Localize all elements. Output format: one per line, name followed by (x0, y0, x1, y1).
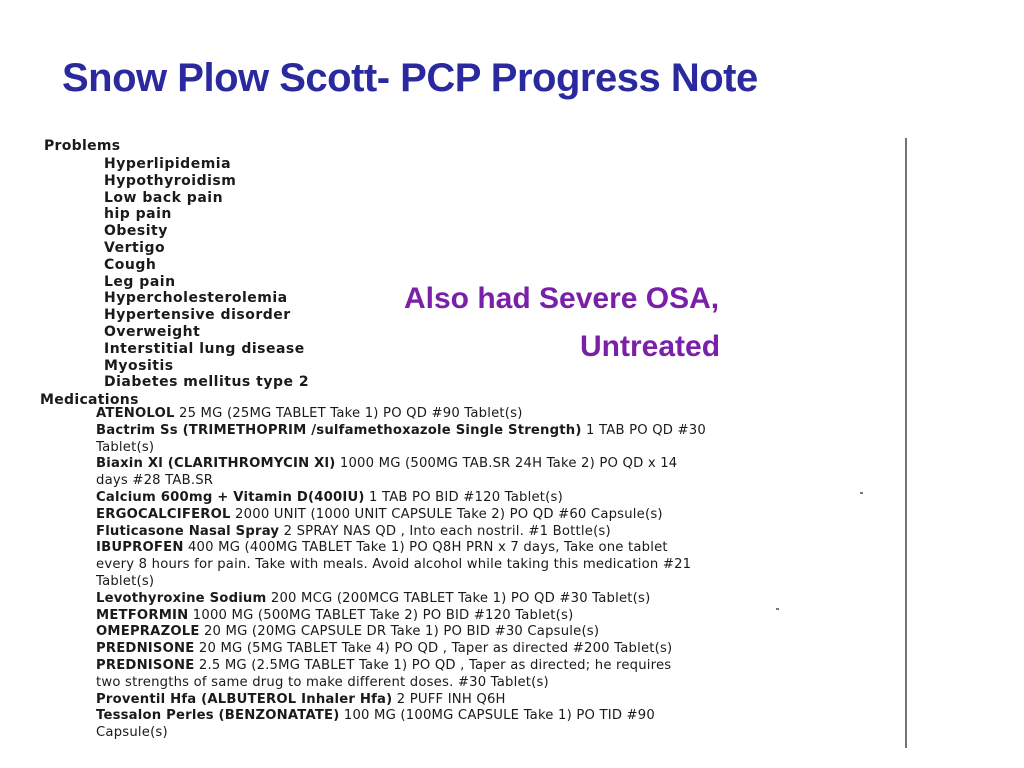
medication-line (96, 456, 904, 473)
medication-detail: 400 MG (400MG TABLET Take 1) PO Q8H PRN x 7 days, Take one tablet (183, 540, 668, 556)
medication-line (96, 423, 904, 440)
slide-title: Snow Plow Scott- PCP Progress Note (62, 56, 758, 100)
medication-name: ERGOCALCIFEROL (96, 506, 231, 522)
medication-name: Fluticasone Nasal Spray (96, 523, 280, 539)
problems-list (104, 156, 309, 391)
problem-item: Interstitial lung disease (104, 340, 305, 357)
medication-line (96, 658, 904, 675)
medication-detail: days #28 TAB.SR (96, 473, 214, 489)
medication-line (96, 708, 904, 725)
medication-line (96, 507, 904, 524)
medication-detail: Tablet(s) (96, 439, 155, 455)
medication-line (96, 557, 904, 574)
medication-detail: 1 TAB PO BID #120 Tablet(s) (364, 489, 563, 505)
problem-item: Myositis (104, 357, 174, 374)
medication-name: Calcium 600mg + Vitamin D(400IU) (96, 489, 365, 505)
medication-name: METFORMIN (96, 607, 189, 623)
medication-name: ATENOLOL (96, 406, 175, 421)
medication-detail: 2.5 MG (2.5MG TABLET Take 1) PO QD , Taper as directed; he requires (194, 657, 672, 673)
medication-detail: 1000 MG (500MG TAB.SR 24H Take 2) PO QD x 14 (335, 456, 678, 472)
osa-note-line-1: Also had Severe OSA, (404, 282, 720, 315)
problem-item: Low back pain (104, 189, 224, 206)
medication-line (96, 692, 904, 709)
medication-detail: two strengths of same drug to make different doses. #30 Tablet(s) (96, 674, 549, 690)
medication-line (96, 591, 904, 608)
medication-detail: 2000 UNIT (1000 UNIT CAPSULE Take 2) PO QD #60 Capsule(s) (230, 506, 663, 522)
medication-name: Bactrim Ss (TRIMETHOPRIM /sulfamethoxazole Single Strength) (96, 422, 582, 438)
medication-detail: 2 PUFF INH Q6H (392, 691, 506, 707)
medication-name: PREDNISONE (96, 641, 195, 657)
problem-item: Leg pain (104, 273, 176, 290)
problem-item: Hypertensive disorder (104, 307, 291, 324)
medication-line (96, 641, 904, 658)
medications-heading: Medications (40, 392, 139, 408)
medication-line (96, 524, 904, 541)
medication-detail: Tablet(s) (96, 573, 155, 589)
problem-item: hip pain (104, 206, 172, 223)
problem-item: Hyperlipidemia (104, 156, 232, 172)
problem-item: Vertigo (104, 239, 166, 256)
medication-detail: 100 MG (100MG CAPSULE Take 1) PO TID #90 (339, 708, 655, 724)
medication-detail: every 8 hours for pain. Take with meals. Avoid alcohol while taking this medication #21 (96, 557, 692, 573)
medication-detail: 200 MCG (200MCG TABLET Take 1) PO QD #30 Tablet(s) (266, 590, 651, 606)
problem-item: Hypothyroidism (104, 172, 237, 189)
medication-detail: 1 TAB PO QD #30 (581, 422, 706, 438)
problems-heading: Problems (44, 138, 121, 154)
problem-item: Hypercholesterolemia (104, 290, 288, 307)
problem-item: Obesity (104, 223, 168, 240)
scan-speck (860, 492, 863, 494)
problem-item: Diabetes mellitus type 2 (104, 374, 310, 391)
medication-name: Biaxin Xl (CLARITHROMYCIN Xl) (96, 456, 336, 472)
medication-line (96, 440, 904, 457)
medication-name: PREDNISONE (96, 657, 195, 673)
medication-name: OMEPRAZOLE (96, 624, 200, 640)
medication-name: Tessalon Perles (BENZONATATE) (96, 708, 340, 724)
medication-name: Proventil Hfa (ALBUTEROL Inhaler Hfa) (96, 691, 393, 707)
problem-item: Overweight (104, 323, 201, 340)
medication-line (96, 473, 904, 490)
medication-detail: 1000 MG (500MG TABLET Take 2) PO BID #120 Tablet(s) (188, 607, 574, 623)
scan-speck (776, 608, 779, 610)
scanned-progress-note (38, 138, 910, 750)
medications-list (96, 406, 904, 742)
medication-line (96, 406, 904, 423)
medication-name: IBUPROFEN (96, 540, 184, 556)
medication-line (96, 574, 904, 591)
medication-line (96, 490, 904, 507)
medication-detail: 20 MG (5MG TABLET Take 4) PO QD , Taper as directed #200 Tablet(s) (194, 641, 673, 657)
medication-line (96, 725, 904, 742)
medication-line (96, 675, 904, 692)
medication-line (96, 608, 904, 625)
medication-line (96, 624, 904, 641)
medication-detail: Capsule(s) (96, 725, 168, 741)
medication-line (96, 540, 904, 557)
medication-detail: 2 SPRAY NAS QD , Into each nostril. #1 Bottle(s) (279, 523, 611, 539)
problem-item: Cough (104, 256, 157, 273)
osa-note-line-2: Untreated (580, 330, 721, 363)
scan-edge-rule (905, 138, 907, 748)
medication-name: Levothyroxine Sodium (96, 590, 267, 606)
medication-detail: 25 MG (25MG TABLET Take 1) PO QD #90 Tablet(s) (174, 406, 523, 421)
medication-detail: 20 MG (20MG CAPSULE DR Take 1) PO BID #30 Capsule(s) (199, 624, 600, 640)
